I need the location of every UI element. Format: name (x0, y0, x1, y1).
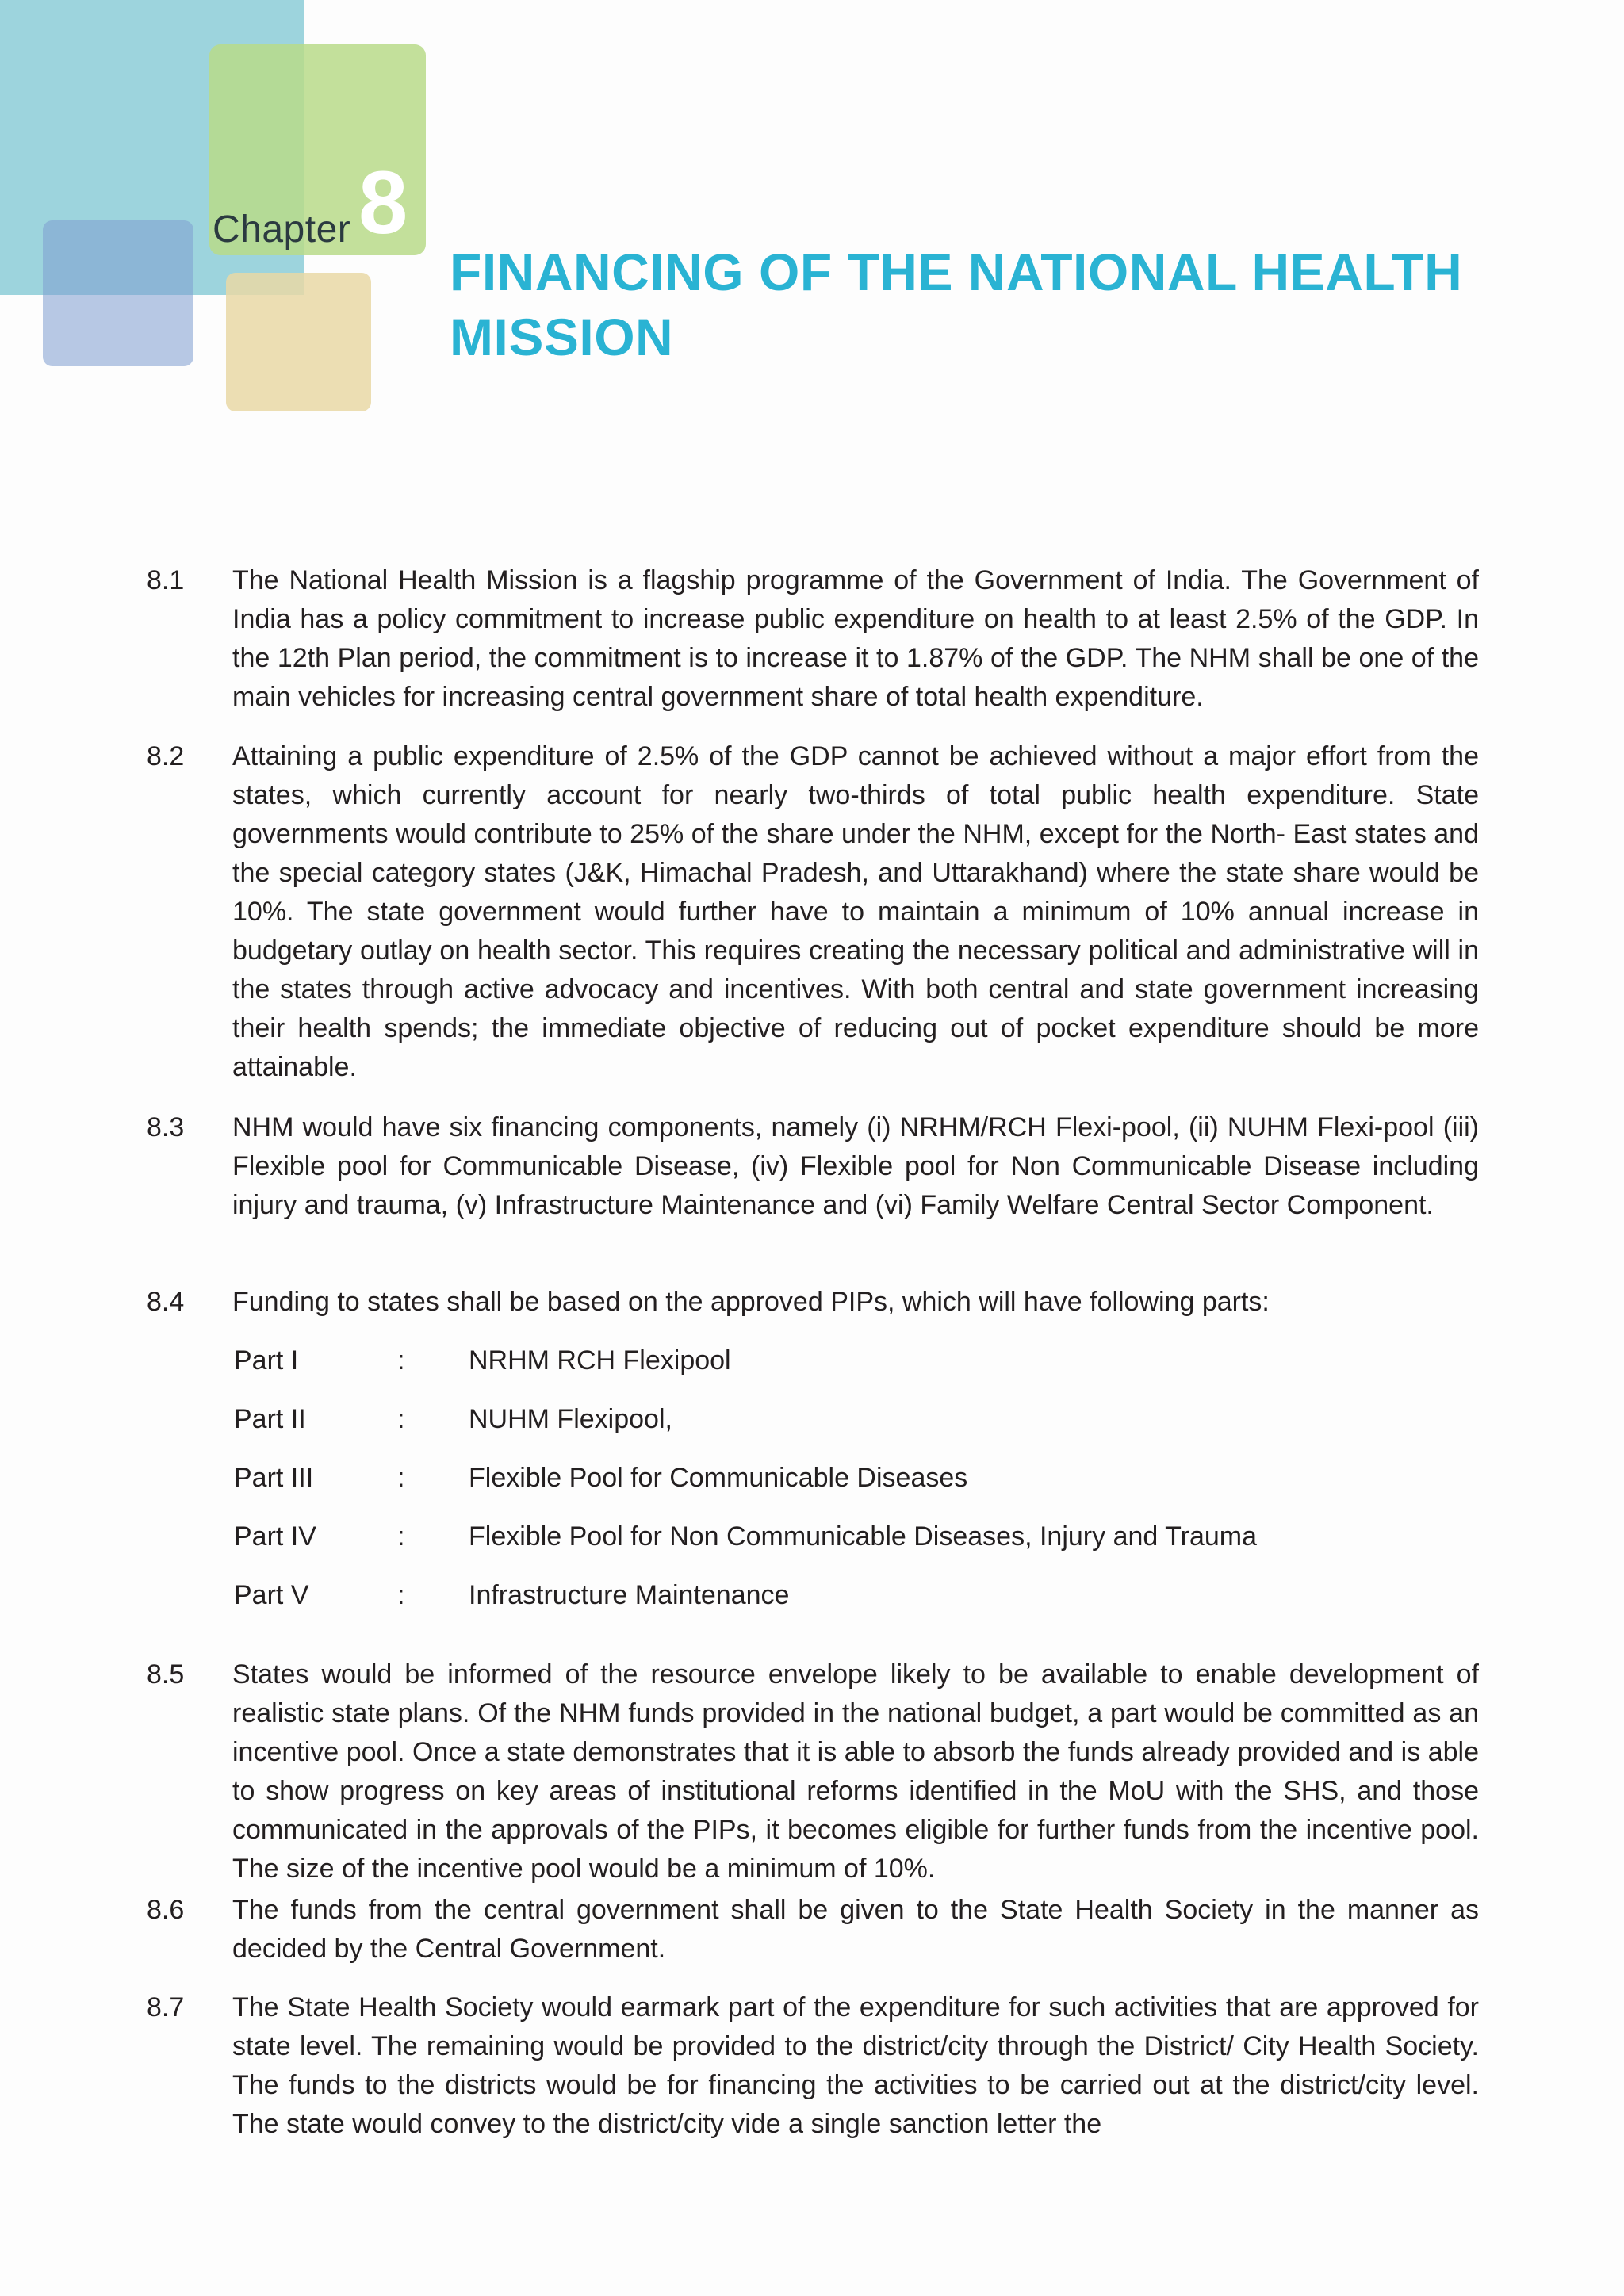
paragraph-number: 8.5 (147, 1659, 185, 1689)
part-label: Part II (234, 1404, 306, 1434)
paragraph-text: The National Health Mission is a flagship programme of the Government of India. The Government of India has a policy commitment to increase public expenditure on health to at least 2.5% of the GDP. In the 12th Plan period, the commitment is to increase it to 1.87% of the GDP. The NHM shall be one of the main vehicles for increasing central government share of total health expenditure. (232, 565, 1479, 712)
part-label: Part IV (234, 1521, 316, 1552)
paragraph-number: 8.4 (147, 1287, 185, 1317)
part-description: Infrastructure Maintenance (469, 1580, 790, 1610)
paragraph-number: 8.3 (147, 1112, 185, 1142)
paragraph-number: 8.2 (147, 741, 185, 771)
part-description: Flexible Pool for Communicable Diseases (469, 1463, 968, 1493)
paragraph-text: The funds from the central government shall be given to the State Health Society in the manner as decided by the Central Government. (232, 1895, 1479, 1964)
paragraph-text: Funding to states shall be based on the approved PIPs, which will have following parts: (232, 1287, 1270, 1317)
part-label: Part I (234, 1345, 299, 1376)
chapter-number: 8 (358, 153, 408, 252)
part-colon: : (397, 1404, 405, 1434)
part-label: Part III (234, 1463, 314, 1493)
decor-square-yellow (226, 273, 371, 411)
paragraph-text: Attaining a public expenditure of 2.5% of the GDP cannot be achieved without a major effort from the states, which currently account for nearly two-thirds of total public health expenditure. State governments would contribute to 25% of the share under the NHM, except for the North- East states and the special category states (J&K, Himachal Pradesh, and Uttarakhand) where the state share would be 10%. The state government would further have to maintain a minimum of 10% annual increase in budgetary outlay on health sector. This requires creating the necessary political and administrative will in the states through active advocacy and incentives. With both central and state government increasing their health spends; the immediate objective of reducing out of pocket expenditure should be more attainable. (232, 741, 1479, 1082)
paragraph-8-3 (147, 1108, 1479, 1225)
paragraph-8-4 (147, 1283, 1479, 1322)
part-colon: : (397, 1345, 405, 1376)
part-colon: : (397, 1463, 405, 1493)
decor-square-blue (43, 220, 193, 366)
part-label: Part V (234, 1580, 309, 1610)
part-colon: : (397, 1521, 405, 1552)
chapter-title: FINANCING OF THE NATIONAL HEALTH MISSION (450, 243, 1463, 366)
paragraph-8-1 (147, 561, 1479, 717)
paragraph-text: NHM would have six financing components, namely (i) NRHM/RCH Flexi-pool, (ii) NUHM Flexi-pool (iii) Flexible pool for Communicable Disease, (iv) Flexible pool for Non Communicable Disease including injury and trauma, (v) Infrastructure Maintenance and (vi) Family Welfare Central Sector Component. (232, 1112, 1479, 1220)
paragraph-text: The State Health Society would earmark part of the expenditure for such activities that are approved for state level. The remaining would be provided to the district/city through the District/ City Health Society. The funds to the districts would be for financing the activities to be carried out at the district/city level. The state would convey to the district/city vide a single sanction letter the (232, 1992, 1479, 2139)
part-colon: : (397, 1580, 405, 1610)
paragraph-number: 8.6 (147, 1895, 185, 1925)
part-description: Flexible Pool for Non Communicable Diseases, Injury and Trauma (469, 1521, 1258, 1552)
paragraph-number: 8.7 (147, 1992, 185, 2022)
paragraph-8-7 (147, 1988, 1479, 2144)
part-description: NUHM Flexipool, (469, 1404, 672, 1434)
paragraph-8-5 (147, 1655, 1479, 1888)
chapter-label: Chapter (213, 209, 351, 251)
part-description: NRHM RCH Flexipool (469, 1345, 731, 1376)
paragraph-text: States would be informed of the resource envelope likely to be available to enable development of realistic state plans. Of the NHM funds provided in the national budget, a part would be committed as an incentive pool. Once a state demonstrates that it is able to absorb the funds already provided and is able to show progress on key areas of institutional reforms identified in the MoU with the SHS, and those communicated in the approvals of the PIPs, it becomes eligible for further funds from the incentive pool. The size of the incentive pool would be a minimum of 10%. (232, 1659, 1479, 1884)
paragraph-number: 8.1 (147, 565, 185, 595)
paragraph-8-6 (147, 1891, 1479, 1969)
paragraph-8-2 (147, 737, 1479, 1087)
